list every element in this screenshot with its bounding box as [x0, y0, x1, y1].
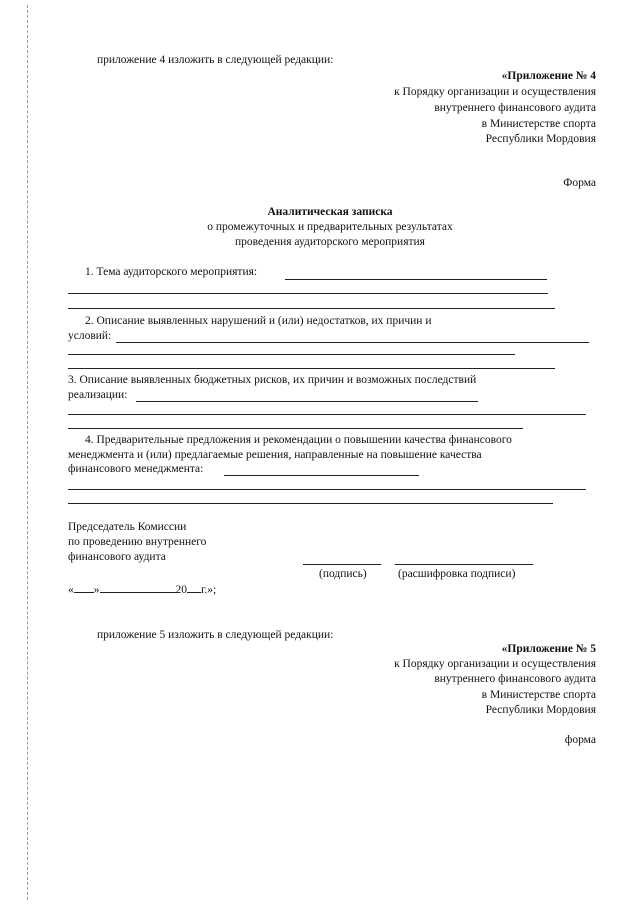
item-2-line-c — [68, 368, 555, 369]
signature-decode-line — [395, 564, 533, 565]
note-title: Аналитическая записка — [267, 206, 393, 218]
date-line — [68, 581, 216, 598]
form-label: Форма — [563, 177, 596, 189]
appendix-5-line-3: в Министерстве спорта — [481, 689, 596, 701]
appendix-5-line-2: внутреннего финансового аудита — [434, 673, 596, 685]
signature-line — [303, 564, 381, 565]
intro-appendix-5: приложение 5 изложить в следующей редакции: — [97, 629, 334, 641]
item-4-line-2: менеджмента и (или) предлагаемые решения, направленные на повышение качества — [68, 449, 482, 461]
form-label-2: форма — [564, 734, 596, 746]
item-3-line-b — [68, 414, 586, 415]
chairman-line-3: финансового аудита — [68, 551, 166, 563]
signature-decode-caption: (расшифровка подписи) — [398, 568, 516, 580]
note-subtitle-1: о промежуточных и предварительных результатах — [207, 221, 453, 233]
item-2-line-2: условий: — [68, 330, 112, 342]
item-1-line-3 — [68, 308, 555, 309]
item-3-line-c — [68, 428, 523, 429]
item-4-line — [224, 475, 419, 476]
appendix-5-title: «Приложение № 5 — [501, 643, 596, 655]
date-open-quote: « — [68, 584, 74, 596]
item-1-label: 1. Тема аудиторского мероприятия: — [85, 266, 258, 278]
item-1-line — [285, 279, 547, 280]
chairman-line-1: Председатель Комиссии — [68, 521, 187, 533]
intro-appendix-4: приложение 4 изложить в следующей редакции: — [97, 54, 334, 66]
date-year-blank — [187, 581, 201, 593]
item-4-line-1: 4. Предварительные предложения и рекомендации о повышении качества финансового — [85, 434, 512, 446]
date-month-blank — [100, 581, 176, 593]
item-3-line — [136, 401, 478, 402]
chairman-line-2: по проведению внутреннего — [68, 536, 207, 548]
appendix-4-line-3: в Министерстве спорта — [481, 118, 596, 130]
date-close-quote: » — [93, 584, 100, 596]
date-suffix: г.»; — [201, 584, 217, 596]
signature-caption: (подпись) — [319, 568, 367, 580]
item-1-line-2 — [68, 293, 548, 294]
appendix-4-line-1: к Порядку организации и осуществления — [394, 86, 596, 98]
date-day-blank — [74, 581, 94, 593]
appendix-4-line-2: внутреннего финансового аудита — [434, 102, 596, 114]
date-year-prefix: 20 — [175, 584, 187, 596]
appendix-5-line-4: Республики Мордовия — [485, 704, 596, 716]
item-4-line-b — [68, 489, 586, 490]
item-2-line-1: 2. Описание выявленных нарушений и (или) недостатков, их причин и — [85, 315, 432, 327]
note-subtitle-2: проведения аудиторского мероприятия — [235, 236, 425, 248]
item-2-line-b — [68, 354, 515, 355]
item-3-line-2: реализации: — [68, 389, 128, 401]
appendix-4-line-4: Республики Мордовия — [485, 133, 596, 145]
appendix-4-title: «Приложение № 4 — [501, 70, 596, 82]
item-3-line-1: 3. Описание выявленных бюджетных рисков, их причин и возможных последствий — [68, 374, 477, 386]
binding-edge — [27, 5, 28, 900]
item-4-line-3: финансового менеджмента: — [68, 463, 204, 475]
item-4-line-c — [68, 503, 553, 504]
appendix-5-line-1: к Порядку организации и осуществления — [394, 658, 596, 670]
item-2-line — [116, 342, 589, 343]
